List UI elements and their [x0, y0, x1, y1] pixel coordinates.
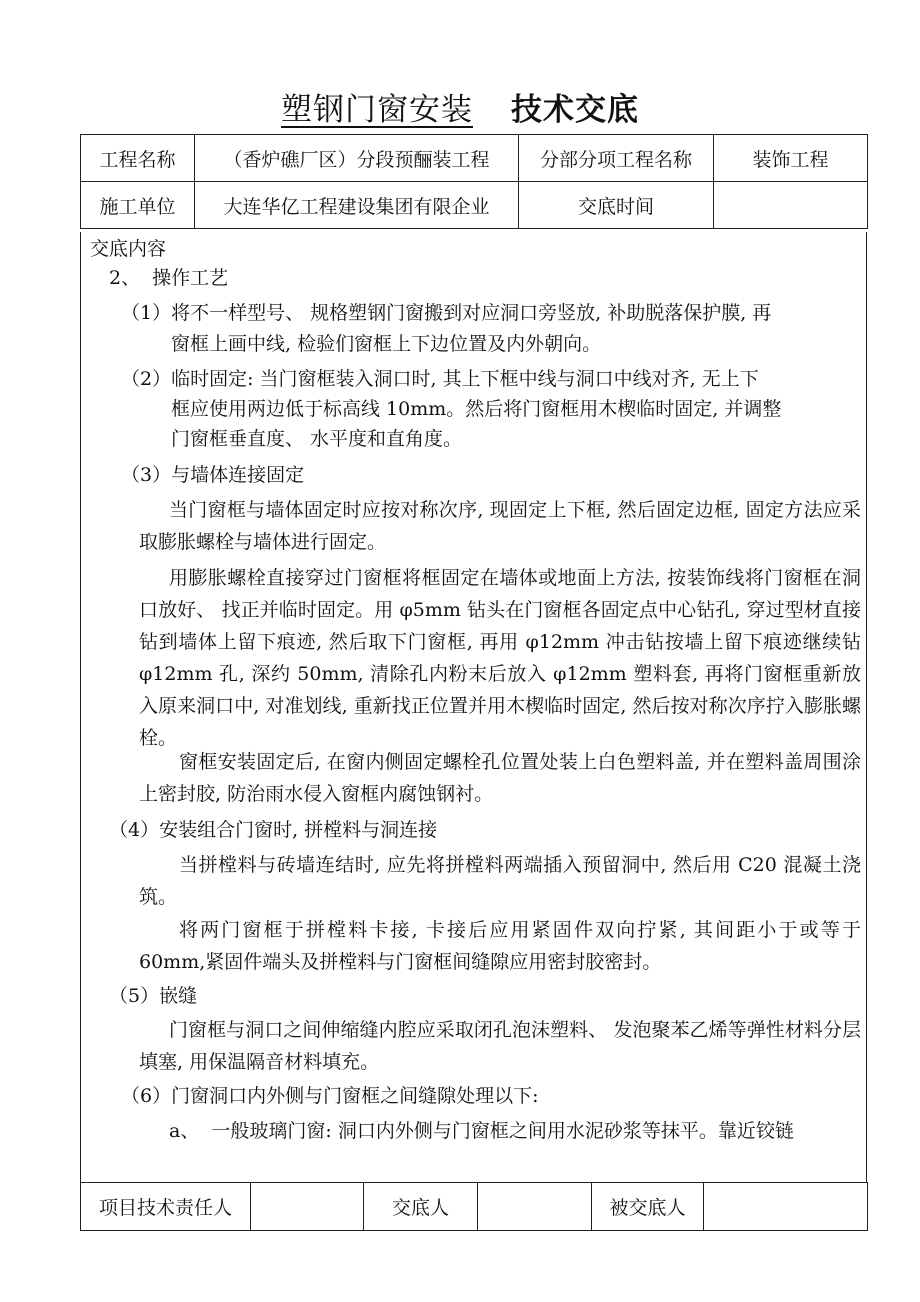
signature-row [81, 1183, 868, 1231]
step-4-paragraph-2: 将两门窗框于拼樘料卡接, 卡接后应用紧固件双向拧紧, 其间距小于或等于 60mm,紧固件端头及拼樘料与门窗框间缝隙应用密封胶密封。 [139, 919, 861, 973]
header-row-1 [81, 135, 868, 182]
title-main: 塑钢门窗安装 [281, 92, 473, 128]
discloser-label: 交底人 [364, 1183, 478, 1231]
subproject-label: 分部分项工程名称 [519, 135, 714, 182]
discloser-field [478, 1183, 592, 1231]
project-name-value: （香炉礁厂区）分段预酾装工程 [195, 135, 519, 182]
date-value [714, 182, 868, 229]
tech-lead-field [251, 1183, 364, 1231]
step-3-paragraph-1: 当门窗框与墙体固定时应按对称次序, 现固定上下框, 然后固定边框, 固定方法应采取膨胀螺栓与墙体进行固定。 [139, 499, 861, 553]
tech-lead-label: 项目技术责任人 [81, 1183, 251, 1231]
content-area [80, 232, 867, 1182]
step-2-line-1: （2）临时固定: 当门窗框装入洞口时, 其上下框中线与洞口中线对齐, 无上下 [121, 368, 759, 390]
section-title: 2、 操作工艺 [109, 267, 229, 289]
date-label: 交底时间 [519, 182, 714, 229]
step-5-title: （5）嵌缝 [109, 985, 198, 1007]
step-1-line-2: 窗框上画中线, 检验们窗框上下边位置及内外朝向。 [171, 333, 602, 355]
subproject-value: 装饰工程 [714, 135, 868, 182]
contractor-label: 施工单位 [81, 182, 195, 229]
recipient-label: 被交底人 [592, 1183, 704, 1231]
step-6-item-a: a、 一般玻璃门窗: 洞口内外侧与门窗框之间用水泥砂浆等抹平。靠近铰链 [169, 1120, 794, 1142]
contractor-value: 大连华亿工程建设集团有限企业 [195, 182, 519, 229]
content-heading: 交底内容 [90, 238, 167, 260]
step-3-paragraph-3: 窗框安装固定后, 在窗内侧固定螺栓孔位置处装上白色塑料盖, 并在塑料盖周围涂上密封胶, 防治雨水侵入窗框内腐蚀钢衬。 [139, 751, 861, 805]
step-4-paragraph-1: 当拼樘料与砖墙连结时, 应先将拼樘料两端插入预留洞中, 然后用 C20 混凝土浇筑。 [139, 854, 861, 908]
signature-table [80, 1182, 868, 1231]
title-sub: 技术交底 [511, 92, 639, 128]
header-table [80, 134, 868, 229]
step-5-paragraph-1: 门窗框与洞口之间伸缩缝内腔应采取闭孔泡沫塑料、 发泡聚苯乙烯等弹性材料分层填塞, 用保温隔音材料填充。 [139, 1019, 861, 1073]
step-3-title: （3）与墙体连接固定 [121, 464, 305, 486]
header-row-2 [81, 182, 868, 229]
step-3-paragraph-2: 用膨胀螺栓直接穿过门窗框将框固定在墙体或地面上方法, 按装饰线将门窗框在洞口放好、 找正并临时固定。用 φ5mm 钻头在门窗框各固定点中心钻孔, 穿过型材直接钻到墙体上留下痕迹, 然后取下门窗框, 再用 φ12mm 冲击钻按墙上留下痕迹继续钻 φ12mm 孔, 深约 50mm, 清除孔内粉末后放入 φ12mm 塑料套, 再将门窗框重新放入原来洞口中, 对准划线, 重新找正位置并用木楔临时固定, 然后按对称次序拧入膨胀螺栓。 [139, 567, 861, 749]
recipient-field [704, 1183, 868, 1231]
document-title [0, 84, 920, 129]
step-2-line-2: 框应使用两边低于标高线 10mm。然后将门窗框用木楔临时固定, 并调整 [171, 398, 782, 420]
project-name-label: 工程名称 [81, 135, 195, 182]
step-6-title: （6）门窗洞口内外侧与门窗框之间缝隙处理以下: [121, 1085, 539, 1107]
step-1-line-1: （1）将不一样型号、 规格塑钢门窗搬到对应洞口旁竖放, 补助脱落保护膜, 再 [121, 302, 772, 324]
step-4-title: （4）安装组合门窗时, 拼樘料与洞连接 [109, 819, 438, 841]
step-2-line-3: 门窗框垂直度、 水平度和直角度。 [171, 428, 463, 450]
